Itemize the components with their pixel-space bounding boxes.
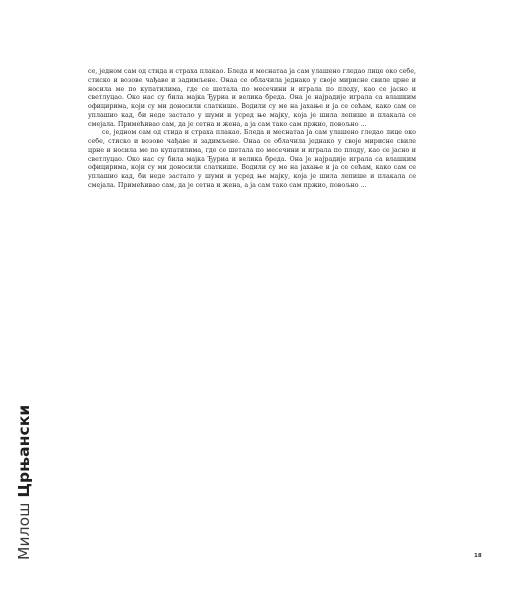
author-name bbox=[15, 405, 33, 560]
author-last-name: Црњански bbox=[15, 404, 33, 498]
page-number: 18 bbox=[474, 553, 482, 559]
body-text bbox=[88, 68, 416, 191]
paragraph: се, једном сам од стида и страха плакао. Бледа и меснатаа ја сам улашено гледао лице око себе, стиско и возове чађаве и задимљене. Онаа се облачила једнако у своје мирисне свиле црне и носила ме по купатилима, где се шетала по месечини и играла по плоду, као се јасно и светлуцао. Око нас су била мајка Ђуриа и велика бреда. Она је најрадије играла са влашким официрима, који су ми доносили слаткише. Водили су ме на јахање и ја се сећам, како сам се уплашио кад, би неде застало у шуми и усред ње мајку, која је шила лепише и плакала се смејала. Примећивао сам, да је сетна и жена, а ја сам тако сам пржио, повољно ... bbox=[88, 129, 416, 189]
spine-author-strip bbox=[0, 0, 33, 600]
author-first-name: Милош bbox=[15, 502, 33, 560]
paragraph: се, једном сам од стида и страха плакао. Бледа и меснатаа ја сам улашено гледао лице око себе, стиско и возове чађаве и задимљене. Онаа се облачила једнако у своје мирисне свиле црне и носила ме по купатилима, где се шетала по месечини и играла по плоду, као се јасно и светлуцао. Око нас су била мајка Ђуриа и велика бреда. Она је најрадије играла са влашким официрима, који су ми доносили слаткише. Водили су ме на јахање и ја се сећам, како сам се уплашио кад, би неде застало у шуми и усред ње мајку, која је шила лепише и плакала се смејала. Примећивао сам, да је сетна и жена, а ја сам тако сам пржио, повољно ... bbox=[88, 68, 416, 128]
